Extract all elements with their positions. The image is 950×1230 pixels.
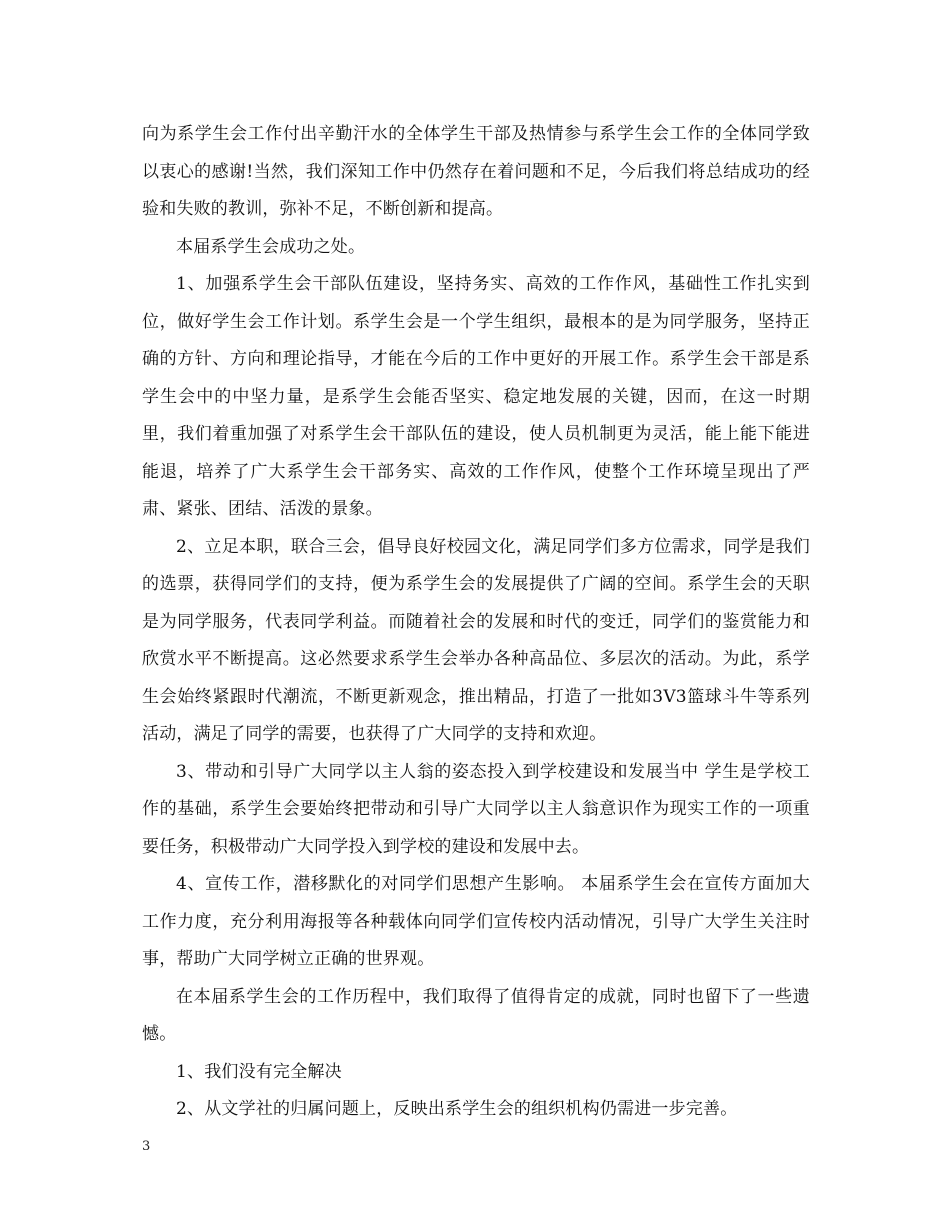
paragraph-regret-2: 2、从文学社的归属问题上，反映出系学生会的组织机构仍需进一步完善。 [176, 1099, 738, 1119]
paragraph-regret-1: 1、我们没有完全解决 [176, 1061, 342, 1082]
paragraph-success-heading: 本届系学生会成功之处。 [176, 236, 366, 257]
paragraph-thanks: 向为系学生会工作付出辛勤汗水的全体学生干部及热情参与系学生会工作的全体同学致以衷心的感谢!当然，我们深知工作中仍然存在着问题和不足，今后我们将总结成功的经验和失败的教训，弥补不足，不断创新和提高。 [142, 124, 810, 219]
paragraph-point-2: 2、立足本职，联合三会，倡导良好校园文化，满足同学们多方位需求，同学是我们的选票，获得同学们的支持，便为系学生会的发展提供了广阔的空间。系学生会的天职是为同学服务，代表同学利益。而随着社会的发展和时代的变迁，同学们的鉴赏能力和欣赏水平不断提高。这必然要求系学生会举办各种高品位、多层次的活动。为此，系学生会始终紧跟时代潮流，不断更新观念，推出精品，打造了一批如3V3篮球斗牛等系列活动，满足了同学的需要，也获得了广大同学的支持和欢迎。 [142, 536, 810, 744]
page-number: 3 [142, 1139, 151, 1154]
document-body [142, 116, 810, 1129]
paragraph-point-1: 1、加强系学生会干部队伍建设，坚持务实、高效的工作作风，基础性工作扎实到位，做好学生会工作计划。系学生会是一个学生组织，最根本的是为同学服务，坚持正确的方针、方向和理论指导，才能在今后的工作中更好的开展工作。系学生会干部是系学生会中的中坚力量，是系学生会能否坚实、稳定地发展的关键，因而，在这一时期里，我们着重加强了对系学生会干部队伍的建设，使人员机制更为灵活，能上能下能进能退，培养了广大系学生会干部务实、高效的工作作风，使整个工作环境呈现出了严肃、紧张、团结、活泼的景象。 [142, 274, 810, 519]
paragraph-point-3: 3、带动和引导广大同学以主人翁的姿态投入到学校建设和发展当中 学生是学校工作的基础，系学生会要始终把带动和引导广大同学以主人翁意识作为现实工作的一项重要任务，积极带动广大同学投入到学校的建设和发展中去。 [142, 761, 810, 857]
paragraph-regrets-intro: 在本届系学生会的工作历程中，我们取得了值得肯定的成就，同时也留下了一些遗憾。 [142, 986, 810, 1044]
paragraph-point-4: 4、宣传工作，潜移默化的对同学们思想产生影响。 本届系学生会在宣传方面加大工作力度，充分利用海报等各种载体向同学们宣传校内活动情况，引导广大学生关注时事，帮助广大同学树立正确的世界观。 [142, 874, 810, 969]
